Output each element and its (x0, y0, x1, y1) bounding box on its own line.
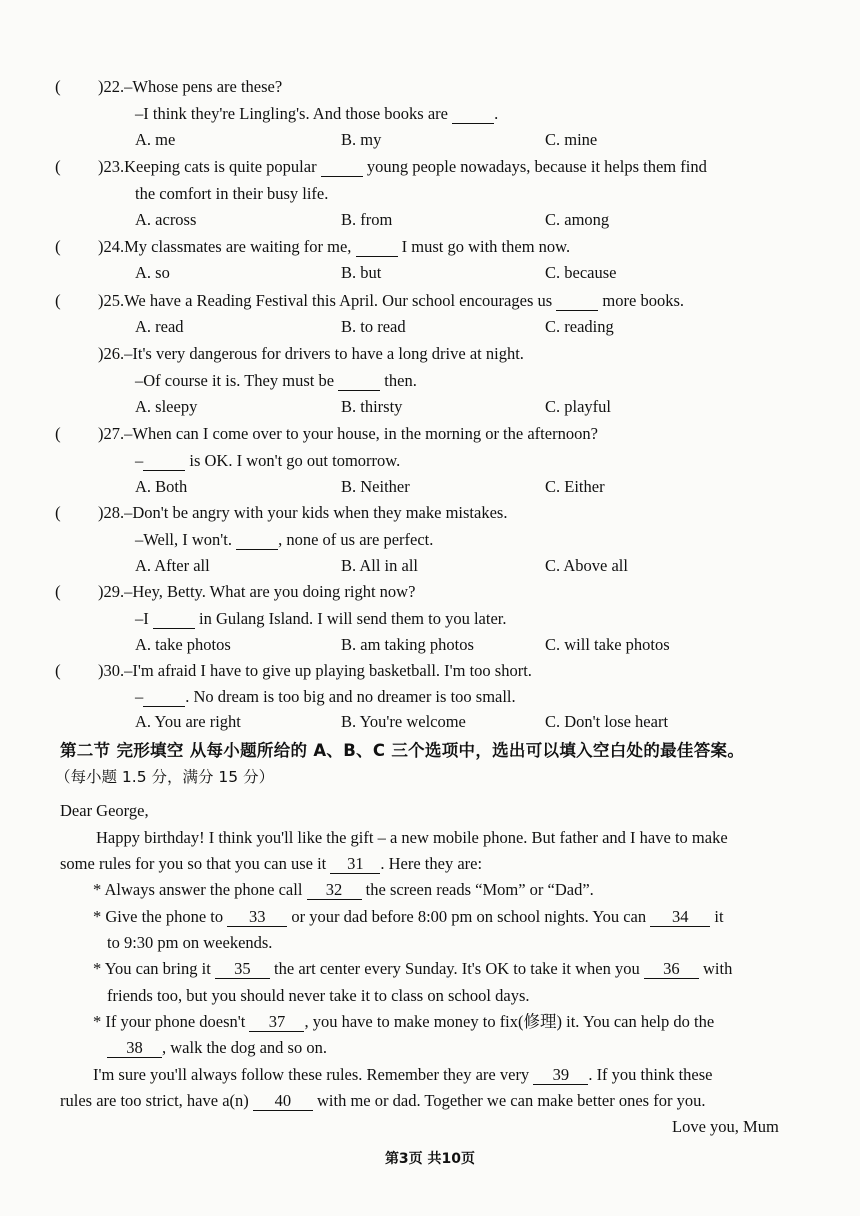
option-b[interactable]: B. Neither (341, 477, 410, 496)
cloze-blank-31[interactable]: 31 (330, 855, 380, 874)
text-segment: –I'm afraid I have to give up playing basketball. I'm too short. (124, 661, 532, 680)
rule-line (93, 1011, 714, 1033)
cloze-blank-40[interactable]: 40 (253, 1092, 313, 1111)
answer-bracket[interactable]: ( (55, 582, 61, 601)
text-segment: is OK. I won't go out tomorrow. (185, 451, 401, 470)
cloze-blank-39[interactable]: 39 (533, 1066, 588, 1085)
text-segment: –I (135, 609, 153, 628)
text-segment: –Don't be angry with your kids when they make mistakes. (124, 503, 508, 522)
option-c[interactable]: C. because (545, 263, 617, 282)
text-segment: –Whose pens are these? (124, 77, 283, 96)
question-line (135, 370, 417, 392)
text-segment: in Gulang Island. I will send them to you later. (194, 609, 507, 628)
option-b[interactable]: B. All in all (341, 556, 419, 575)
question-number: )28.–Don't be angry with your kids when they make mistakes. (98, 503, 508, 522)
option-b[interactable]: B. thirsty (341, 397, 403, 416)
answer-blank[interactable] (321, 158, 363, 177)
question-number: )22.–Whose pens are these? (98, 77, 283, 96)
answer-blank[interactable] (556, 292, 598, 311)
question-line (135, 450, 400, 472)
question-stem (124, 503, 507, 522)
text-segment: My classmates are waiting for me, (124, 237, 356, 256)
question-stem (124, 424, 598, 443)
text-segment: I must go with them now. (397, 237, 571, 256)
option-c[interactable]: C. Don't lose heart (545, 712, 669, 731)
question-stem (124, 661, 532, 680)
text-segment: , you have to make money to fix(修理) it. You can help do the (304, 1012, 715, 1031)
option-a[interactable]: A. After all (135, 556, 210, 575)
question-stem (124, 291, 684, 310)
answer-bracket[interactable]: ( (55, 661, 61, 680)
option-a[interactable]: A. Both (135, 477, 188, 496)
question-line (135, 183, 328, 205)
option-c[interactable]: C. playful (545, 397, 611, 416)
answer-bracket[interactable]: ( (55, 424, 61, 443)
question-stem (124, 237, 570, 256)
answer-blank[interactable] (236, 531, 278, 550)
text-segment: * If your phone doesn't (93, 1012, 250, 1031)
text-segment: the art center every Sunday. It's OK to take it when you (269, 959, 644, 978)
option-a[interactable]: A. across (135, 210, 197, 229)
letter-paragraph-line (60, 853, 482, 875)
answer-bracket[interactable]: ( (55, 157, 61, 176)
question-line (135, 608, 507, 630)
text-segment: . If you think these (588, 1065, 713, 1084)
option-c[interactable]: C. among (545, 210, 610, 229)
question-stem (124, 344, 524, 363)
option-a[interactable]: A. You are right (135, 712, 241, 731)
text-segment: –I think they're Lingling's. And those books are (135, 104, 453, 123)
cloze-blank-35[interactable]: 35 (215, 960, 270, 979)
rule-line (93, 879, 594, 901)
text-segment: or your dad before 8:00 pm on school nights. You can (287, 907, 651, 926)
answer-bracket[interactable]: ( (55, 291, 61, 310)
text-segment: it (710, 907, 724, 926)
question-line (135, 529, 433, 551)
text-segment: – (135, 687, 144, 706)
option-a[interactable]: A. take photos (135, 635, 231, 654)
option-b[interactable]: B. am taking photos (341, 635, 474, 654)
answer-blank[interactable] (143, 452, 185, 471)
question-number: )26.–It's very dangerous for drivers to have a long drive at night. (98, 344, 524, 363)
answer-bracket[interactable]: ( (55, 237, 61, 256)
text-segment: –Well, I won't. (135, 530, 237, 549)
question-number: )29.–Hey, Betty. What are you doing right now? (98, 582, 416, 601)
cloze-blank-36[interactable]: 36 (644, 960, 699, 979)
rule-line (93, 906, 724, 928)
text-segment: more books. (598, 291, 684, 310)
text-segment: rules are too strict, have a(n) (60, 1091, 253, 1110)
text-segment: with (698, 959, 733, 978)
text-segment: with me or dad. Together we can make better ones for you. (312, 1091, 706, 1110)
text-segment: Keeping cats is quite popular (124, 157, 321, 176)
text-segment: then. (380, 371, 417, 390)
text-segment: –It's very dangerous for drivers to have a long drive at night. (124, 344, 524, 363)
text-segment: , walk the dog and so on. (162, 1038, 327, 1057)
option-c[interactable]: C. will take photos (545, 635, 670, 654)
section-heading: 第二节 完形填空 从每小题所给的 A、B、C 三个选项中，选出可以填入空白处的最佳答案。 (60, 741, 745, 760)
cloze-blank-32[interactable]: 32 (307, 881, 362, 900)
option-a[interactable]: A. so (135, 263, 170, 282)
text-segment: – (135, 451, 144, 470)
text-segment: some rules for you so that you can use it (60, 854, 331, 873)
answer-blank[interactable] (452, 105, 494, 124)
rule-line (93, 958, 732, 980)
text-segment: I'm sure you'll always follow these rules. Remember they are very (93, 1065, 534, 1084)
text-segment: young people nowadays, because it helps them find (362, 157, 707, 176)
question-number: )25.We have a Reading Festival this April. Our school encourages us more books. (98, 291, 684, 310)
question-number: )24.My classmates are waiting for me, I must go with them now. (98, 237, 571, 256)
question-line (135, 686, 516, 708)
option-a[interactable]: A. sleepy (135, 397, 198, 416)
question-stem (124, 77, 282, 96)
rule-line: friends too, but you should never take it to class on school days. (107, 986, 530, 1005)
cloze-blank-38[interactable]: 38 (107, 1039, 162, 1058)
text-segment: –When can I come over to your house, in the morning or the afternoon? (124, 424, 598, 443)
text-segment: * You can bring it (93, 959, 215, 978)
letter-signature: Love you, Mum (672, 1117, 779, 1136)
cloze-blank-34[interactable]: 34 (650, 908, 710, 927)
text-segment: the comfort in their busy life. (135, 184, 329, 203)
option-c[interactable]: C. Above all (545, 556, 628, 575)
text-segment: . No dream is too big and no dreamer is too small. (185, 687, 516, 706)
letter-greeting: Dear George, (60, 801, 149, 820)
cloze-blank-33[interactable]: 33 (227, 908, 287, 927)
option-b[interactable]: B. but (341, 263, 382, 282)
answer-blank[interactable] (143, 688, 185, 707)
question-number: )30.–I'm afraid I have to give up playing basketball. I'm too short. (98, 661, 532, 680)
answer-blank[interactable] (338, 372, 380, 391)
answer-bracket[interactable]: ( (55, 77, 61, 96)
option-a[interactable]: A. me (135, 130, 176, 149)
text-segment: –Of course it is. They must be (135, 371, 339, 390)
rule-line: to 9:30 pm on weekends. (107, 933, 273, 952)
option-c[interactable]: C. reading (545, 317, 614, 336)
text-segment: . (494, 104, 499, 123)
letter-paragraph-line (60, 1090, 705, 1112)
text-segment: We have a Reading Festival this April. Our school encourages us (124, 291, 557, 310)
cloze-blank-37[interactable]: 37 (249, 1013, 304, 1032)
option-b[interactable]: B. You're welcome (341, 712, 466, 731)
letter-paragraph-line: Happy birthday! I think you'll like the gift – a new mobile phone. But father and I have to make (96, 828, 728, 847)
option-c[interactable]: C. mine (545, 130, 598, 149)
option-b[interactable]: B. from (341, 210, 393, 229)
option-b[interactable]: B. my (341, 130, 382, 149)
question-number: )23.Keeping cats is quite popular young people nowadays, because it helps them find (98, 157, 707, 176)
rule-line (107, 1037, 327, 1059)
section-score: （每小题 1.5 分，满分 15 分） (55, 768, 275, 786)
text-segment: * Always answer the phone call (93, 880, 307, 899)
question-stem (124, 157, 707, 176)
text-segment: –Hey, Betty. What are you doing right now? (124, 582, 416, 601)
text-segment: , none of us are perfect. (278, 530, 434, 549)
page-footer: 第3页 共10页 (384, 1151, 476, 1167)
question-stem (124, 582, 415, 601)
question-number: )27.–When can I come over to your house, in the morning or the afternoon? (98, 424, 598, 443)
answer-bracket[interactable]: ( (55, 503, 61, 522)
option-b[interactable]: B. to read (341, 317, 406, 336)
answer-blank[interactable] (356, 238, 398, 257)
text-segment: * Give the phone to (93, 907, 228, 926)
option-a[interactable]: A. read (135, 317, 184, 336)
letter-paragraph-line (93, 1064, 713, 1086)
text-segment: the screen reads “Mom” or “Dad”. (361, 880, 594, 899)
answer-blank[interactable] (153, 610, 195, 629)
text-segment: . Here they are: (380, 854, 483, 873)
option-c[interactable]: C. Either (545, 477, 605, 496)
question-line (135, 103, 498, 125)
